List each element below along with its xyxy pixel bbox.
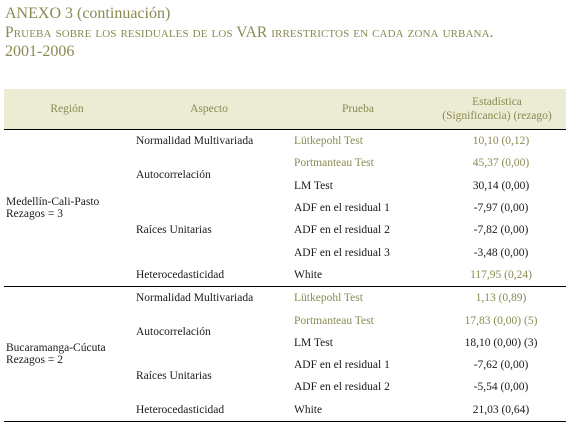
region-cell: [4, 287, 130, 422]
table-row: [4, 130, 566, 153]
aspect-cell: Raíces Unitarias: [136, 370, 212, 383]
header-test: Prueba: [288, 89, 428, 130]
aspect-cell: Heterocedasticidad: [136, 268, 225, 281]
aspect-cell: Heterocedasticidad: [136, 403, 225, 416]
aspect-cell: Normalidad Multivariada: [136, 292, 254, 305]
statistic-cell: 10,10 (0,12): [472, 135, 530, 148]
aspect-cell: Normalidad Multivariada: [136, 135, 254, 148]
test-cell: Lütkepohl Test: [294, 292, 363, 305]
header-aspect: Aspecto: [130, 89, 288, 130]
test-cell: White: [294, 403, 323, 416]
region-lags: Rezagos = 2: [6, 353, 63, 366]
annex-subtitle: Prueba sobre los residuales de los VAR irrestrictos en cada zona urbana.: [5, 24, 494, 41]
test-cell: White: [294, 268, 323, 281]
test-cell: Lütkepohl Test: [294, 135, 363, 148]
statistic-cell: -7,97 (0,00): [473, 202, 529, 215]
statistic-cell: 18,10 (0,00) (3): [464, 336, 538, 349]
region-group: [4, 287, 566, 422]
test-cell: ADF en el residual 1: [294, 359, 390, 372]
statistic-cell: -5,54 (0,00): [473, 381, 529, 394]
aspect-cell: Autocorrelación: [136, 325, 211, 338]
header-statistic: [428, 89, 566, 130]
statistic-cell: 21,03 (0,64): [472, 403, 530, 416]
header-statistic-line2: (Significancia) (rezago): [442, 110, 552, 122]
header-region: Región: [4, 89, 130, 130]
statistic-cell: -7,62 (0,00): [473, 359, 529, 372]
test-cell: ADF en el residual 2: [294, 381, 390, 394]
results-table: [4, 89, 566, 422]
test-cell: Portmanteau Test: [294, 157, 374, 170]
region-name: Medellín-Cali-Pasto: [6, 196, 100, 209]
test-cell: LM Test: [294, 179, 333, 192]
test-cell: ADF en el residual 1: [294, 202, 390, 215]
test-cell: ADF en el residual 3: [294, 246, 390, 259]
table-header-row: [4, 89, 566, 130]
test-cell: LM Test: [294, 336, 333, 349]
statistic-cell: 30,14 (0,00): [472, 179, 530, 192]
aspect-cell: Autocorrelación: [136, 168, 211, 181]
document-title-block: [5, 4, 565, 62]
region-lags: Rezagos = 3: [6, 208, 63, 221]
statistic-cell: -7,82 (0,00): [473, 224, 529, 237]
region-name: Bucaramanga-Cúcuta: [6, 341, 106, 354]
table-row: [4, 287, 566, 310]
aspect-cell: Raíces Unitarias: [136, 224, 212, 237]
statistic-cell: -3,48 (0,00): [473, 246, 529, 259]
region-cell: [4, 130, 130, 287]
statistic-cell: 17,83 (0,00) (5): [464, 314, 538, 327]
statistic-cell: 117,95 (0,24): [470, 268, 532, 281]
test-cell: ADF en el residual 2: [294, 224, 390, 237]
header-statistic-line1: Estadística: [472, 96, 522, 108]
annex-title: ANEXO 3 (continuación): [5, 5, 171, 22]
statistic-cell: 1,13 (0,89): [475, 292, 527, 305]
annex-years: 2001-2006: [5, 43, 75, 60]
statistic-cell: 45,37 (0,00): [472, 157, 530, 170]
test-cell: Portmanteau Test: [294, 314, 374, 327]
region-group: [4, 130, 566, 287]
